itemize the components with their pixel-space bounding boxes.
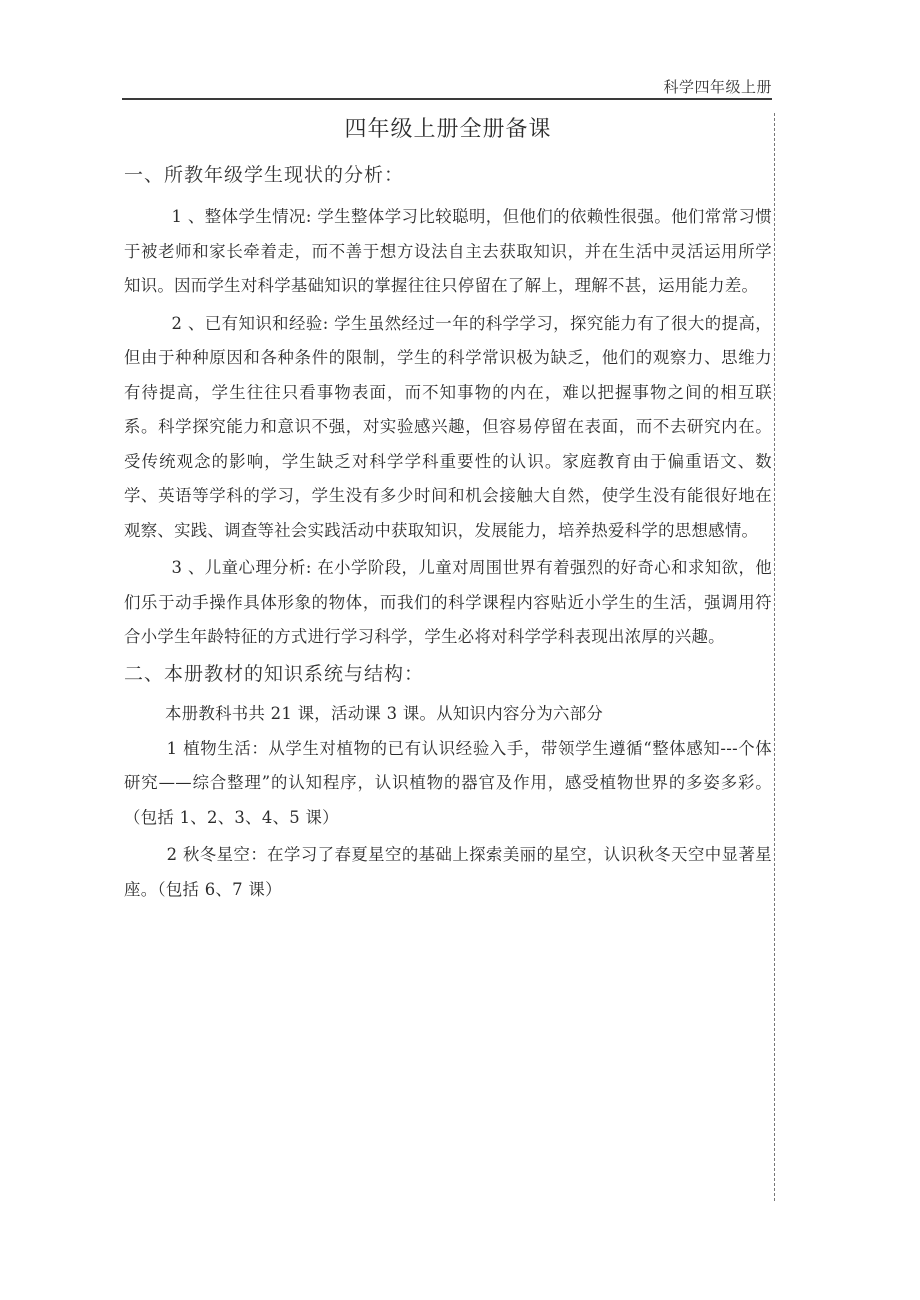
paragraph-unit-autumn-winter-sky: 2 秋冬星空：在学习了春夏星空的基础上探索美丽的星空，认识秋冬天空中显著星座。（包括 6、7 课） — [124, 845, 772, 899]
document-title: 四年级上册全册备课 — [344, 117, 552, 142]
section-heading-2: 二、本册教材的知识系统与结构： — [124, 662, 425, 685]
page-header — [122, 70, 772, 100]
paragraph-unit-plant-life: 1 植物生活：从学生对植物的已有认识经验入手，带领学生遵循“整体感知---个体研究——综合整理”的认知程序，认识植物的器官及作用，感受植物世界的多姿多彩。（包括 1、2、3、4、5 课） — [124, 738, 772, 827]
paragraph-textbook-intro: 本册教科书共 21 课，活动课 3 课。从知识内容分为六部分 — [165, 703, 604, 723]
section-heading-1: 一、所教年级学生现状的分析： — [124, 164, 405, 186]
paragraph-prior-knowledge: 2 、已有知识和经验: 学生虽然经过一年的科学学习，探究能力有了很大的提高，但由于种种原因和各种条件的限制，学生的科学常识极为缺乏，他们的观察力、思维力有待提高，学生往往只看事物表面，而不知事物的内在，难以把握事物之间的相互联系。科学探究能力和意识不强，对实验感兴趣，但容易停留在表面，而不去研究内在。受传统观念的影响，学生缺乏对科学学科重要性的认识。家庭教育由于偏重语文、数学、英语等学科的学习，学生没有多少时间和机会接触大自然，使学生没有能很好地在观察、实践、调查等社会实践活动中获取知识，发展能力，培养热爱科学的思想感情。 — [124, 313, 772, 540]
paragraph-child-psychology: 3 、儿童心理分析: 在小学阶段，儿童对周围世界有着强烈的好奇心和求知欲，他们乐于动手操作具体形象的物体，而我们的科学课程内容贴近小学生的生活，强调用符合小学生年龄特征的方式进行学习科学，学生必将对科学学科表现出浓厚的兴趣。 — [124, 558, 772, 646]
running-title: 科学四年级上册 — [663, 78, 772, 96]
margin-dashed-line — [774, 113, 775, 1201]
paragraph-student-overall: 1 、整体学生情况: 学生整体学习比较聪明，但他们的依赖性很强。他们常常习惯于被老师和家长牵着走，而不善于想方设法自主去获取知识，并在生活中灵活运用所学知识。因而学生对科学基础知识的掌握往往只停留在了解上，理解不甚，运用能力差。 — [124, 207, 772, 295]
document-body — [124, 110, 772, 907]
